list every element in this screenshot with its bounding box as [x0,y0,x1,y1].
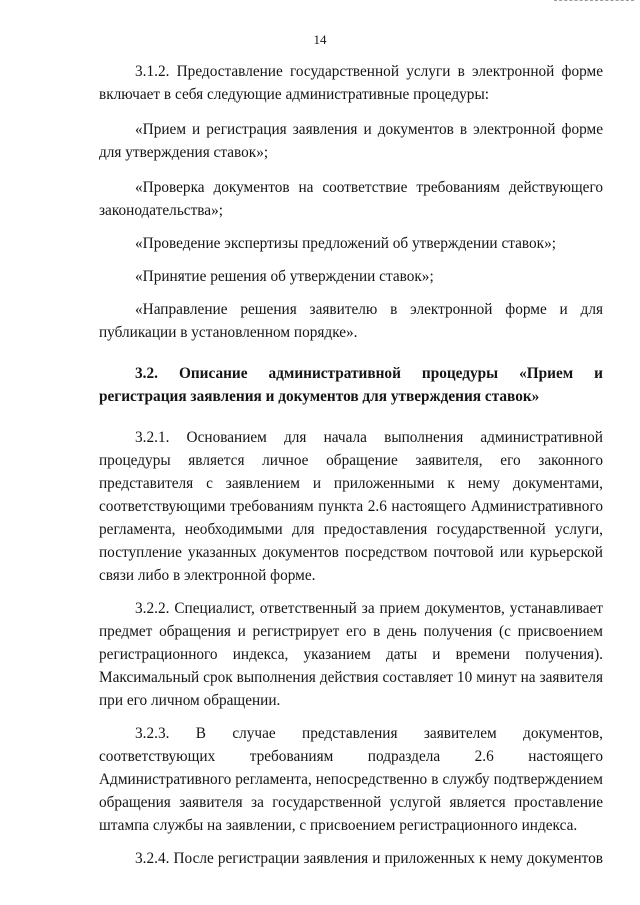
section-heading-3-2: 3.2. Описание административной процедуры «Прием и регистрация заявления и документов для утверждения ставок» [99,365,603,405]
document-body [99,60,603,870]
procedure-item-4: «Принятие решения об утверждении ставок»; [135,268,434,285]
page-number: 14 [313,32,327,47]
procedure-item-2: «Проверка документов на соответствие требованиям действующего законодательства»; [99,179,603,219]
scan-corner-mark [554,0,634,4]
paragraph-3-1-2: 3.1.2. Предоставление государственной услуги в электронной форме включает в себя следующие административные процедуры: [99,63,603,103]
paragraph-3-2-2: 3.2.2. Специалист, ответственный за прием документов, устанавливает предмет обращения и регистрирует его в день получения (с присвоением регистрационного индекса, указанием даты и времени получения). Максимальный срок выполнения действия составляет 10 минут на заявителя при его личном обращении. [99,600,603,709]
paragraph-3-2-3: 3.2.3. В случае представления заявителем документов, соответствующих требованиям подраздела 2.6 настоящего Административного регламента, непосредственно в службу подтверждением обращения заявителя за государственной услугой является проставление штампа службы на заявлении, с присвоением регистрационного индекса. [99,725,603,834]
procedure-item-3: «Проведение экспертизы предложений об утверждении ставок»; [135,235,556,252]
paragraph-3-2-4: 3.2.4. После регистрации заявления и приложенных к нему документов [135,850,603,867]
procedure-item-5: «Направление решения заявителю в электронной форме и для публикации в установленном порядке». [99,301,603,341]
paragraph-3-2-1: 3.2.1. Основанием для начала выполнения административной процедуры является личное обращение заявителя, его законного представителя с заявлением и приложенными к нему документами, соответствующими требованиям пункта 2.6 настоящего Административного регламента, необходимыми для предоставления государственной услуги, поступление указанных документов посредством почтовой или курьерской связи либо в электронной форме. [99,429,603,584]
procedure-item-1: «Прием и регистрация заявления и документов в электронной форме для утверждения ставок»; [99,121,603,161]
